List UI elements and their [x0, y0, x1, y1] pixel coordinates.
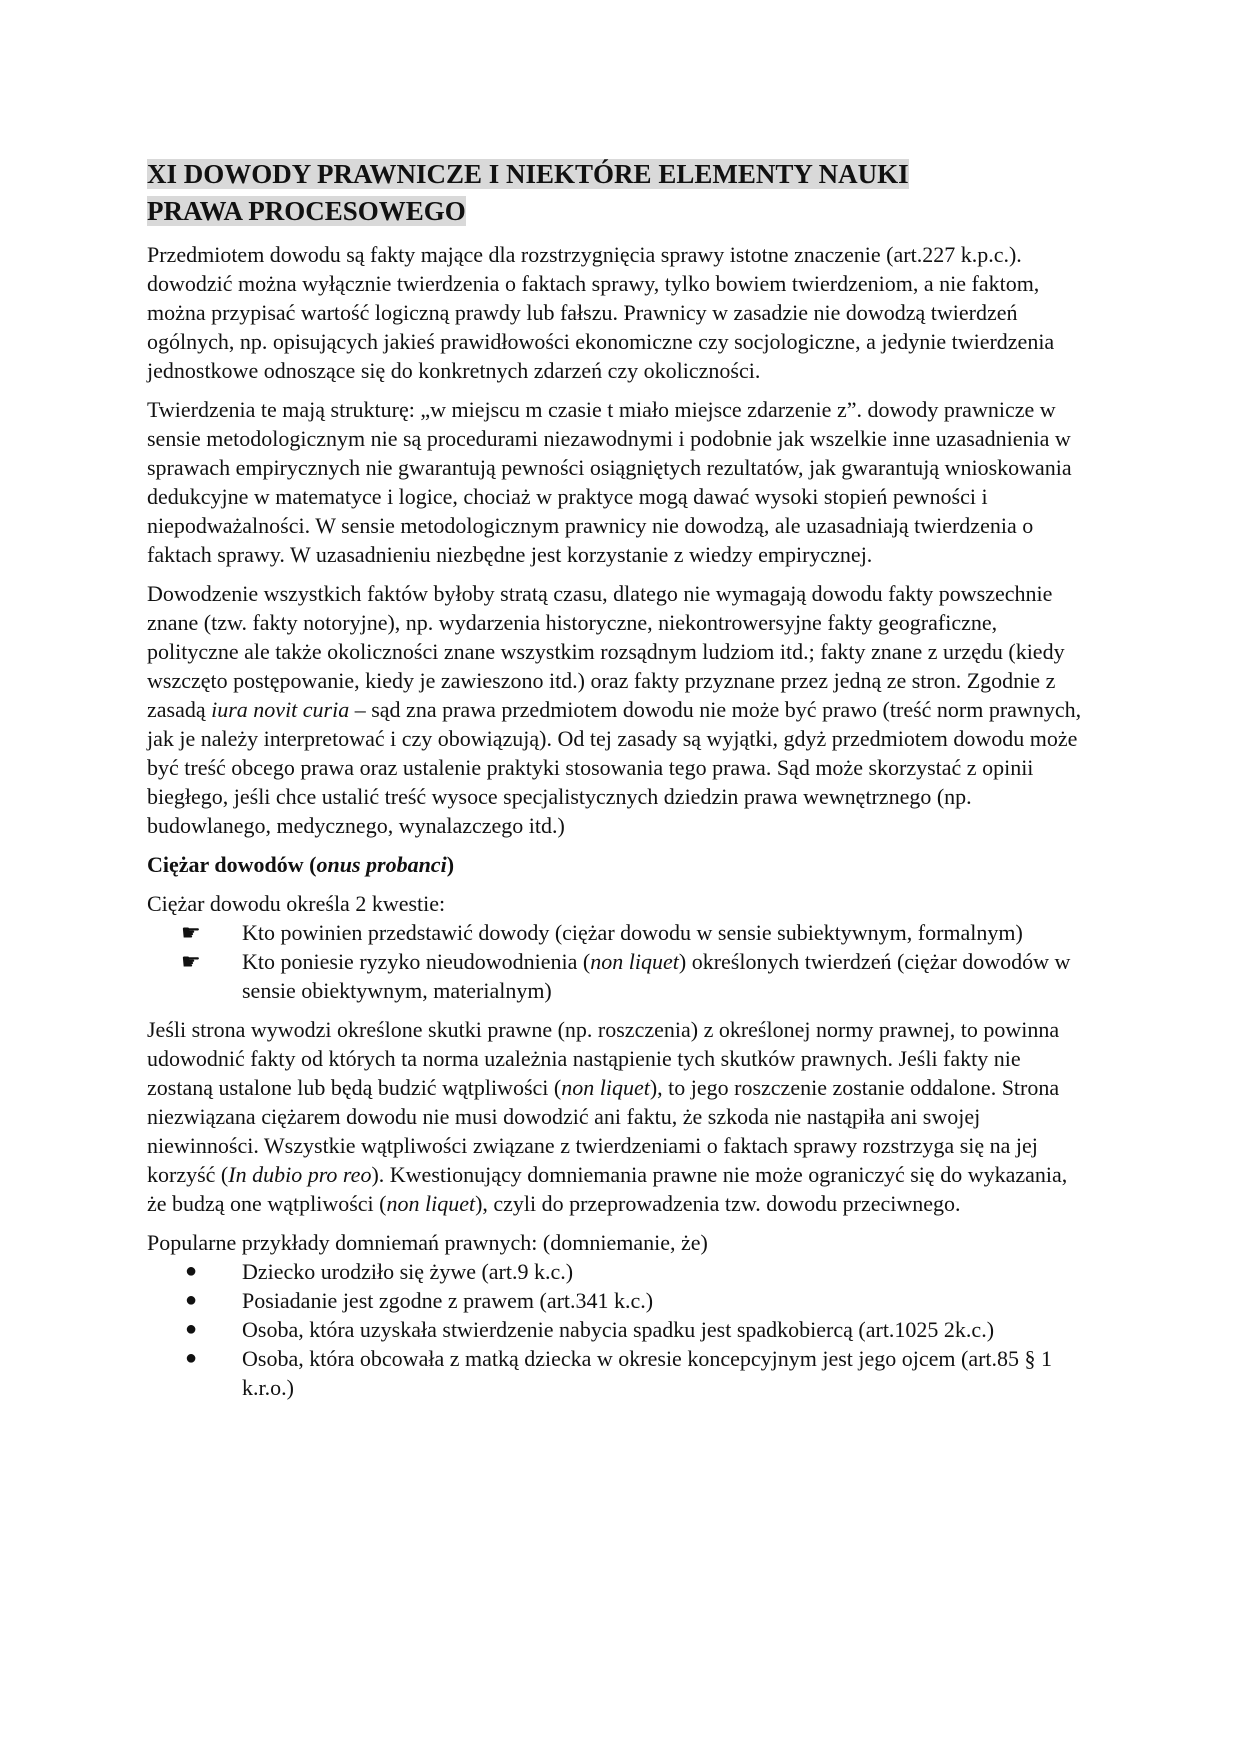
bullet-icon: ●	[185, 1289, 198, 1311]
pointing-hand-icon: ☛	[181, 920, 201, 945]
list-item: ● Dziecko urodziło się żywe (art.9 k.c.)	[185, 1259, 574, 1284]
paragraph-1: Przedmiotem dowodu są fakty mające dla rozstrzygnięcia sprawy istotne znaczenie (art.227 k.p.c.). dowodzić można wyłącznie twierdzenia o faktach sprawy, tylko bowiem twierdzeniom, a nie faktom, można przypisać wartość logiczną prawdy lub fałszu. Prawnicy w zasadzie nie dowodzą twierdzeń ogólnych, np. opisujących jakieś prawidłowości ekonomiczne czy socjologiczne, a jedynie twierdzenia jednostkowe odnoszące się do konkretnych zdarzeń czy okoliczności.	[147, 242, 1055, 383]
burden-list	[147, 918, 1087, 1005]
paragraph-4: Jeśli strona wywodzi określone skutki prawne (np. roszczenia) z określonej normy prawnej, to powinna udowodnić fakty od których ta norma uzależnia nastąpienie tych skutków prawnych. Jeśli fakty nie zostaną ustalone lub będą budzić wątpliwości (non liquet), to jego roszczenie zostanie oddalone. Strona niezwiązana ciężarem dowodu nie musi dowodzić ani faktu, że szkoda nie nastąpiła ani swojej niewinności. Wszystkie wątpliwości związane z twierdzeniami o faktach sprawy rozstrzyga się na jej korzyść (In dubio pro reo). Kwestionujący domniemania prawne nie może ograniczyć się do wykazania, że budzą one wątpliwości (non liquet), czyli do przeprowadzenia tzw. dowodu przeciwnego.	[147, 1017, 1068, 1216]
bullet-icon: ●	[185, 1347, 198, 1369]
paragraph-3	[147, 579, 1087, 840]
list-item: ● Osoba, która obcowała z matką dziecka w okresie koncepcyjnym jest jego ojcem (art.85 § 1 k.r.o.)	[185, 1346, 1053, 1400]
subheading-latin: onus probanci	[316, 852, 447, 877]
list-item: ● Posiadanie jest zgodne z prawem (art.341 k.c.)	[185, 1288, 654, 1313]
pointing-hand-icon: ☛	[181, 949, 201, 974]
list-item: ☛ Kto poniesie ryzyko nieudowodnienia (non liquet) określonych twierdzeń (ciężar dowodów w sensie obiektywnym, materialnym)	[181, 949, 1071, 1003]
examples-intro: Popularne przykłady domniemań prawnych: (domniemanie, że)	[147, 1230, 708, 1255]
bullet-icon: ●	[185, 1318, 198, 1340]
list-item: ● Osoba, która uzyskała stwierdzenie nabycia spadku jest spadkobiercą (art.1025 2k.c.)	[185, 1317, 995, 1342]
list-item: ☛ Kto powinien przedstawić dowody (ciężar dowodu w sensie subiektywnym, formalnym)	[181, 920, 1023, 945]
paragraph-3-text-a: Dowodzenie wszystkich faktów byłoby stratą czasu, dlatego nie wymagają dowodu fakty powszechnie znane (tzw. fakty notoryjne), np. wydarzenia historyczne, niekontrowersyjne fakty geograficzne, polityczne ale także okoliczności znane wszystkim rozsądnym ludziom itd.; fakty znane z urzędu (kiedy wszczęto postępowanie, kiedy je zawieszono itd.) oraz fakty przyznane przez jedną ze stron. Zgodnie z zasadą	[147, 581, 1065, 722]
title-line-1: XI DOWODY PRAWNICZE I NIEKTÓRE ELEMENTY NAUKI	[147, 159, 909, 189]
document-title	[147, 156, 1087, 230]
examples-list	[147, 1257, 1087, 1402]
document-page	[147, 156, 1087, 1412]
paragraph-3-text-b: – sąd zna prawa przedmiotem dowodu nie może być prawo (treść norm prawnych, jak je należy interpretować i czy obowiązują). Od tej zasady są wyjątki, gdyż przedmiotem dowodu może być treść obcego prawa oraz ustalenie praktyki stosowania tego prawa. Sąd może skorzystać z opinii biegłego, jeśli chce ustalić treść wysoce specjalistycznych dziedzin prawa wewnętrznego (np. budowlanego, medycznego, wynalazczego itd.)	[147, 697, 1082, 838]
section-subheading: Ciężar dowodów (onus probanci)	[147, 852, 455, 877]
burden-intro: Ciężar dowodu określa 2 kwestie:	[147, 891, 446, 916]
title-line-2: PRAWA PROCESOWEGO	[147, 196, 466, 226]
latin-phrase: iura novit curia	[211, 697, 350, 722]
bullet-icon: ●	[185, 1260, 198, 1282]
paragraph-2: Twierdzenia te mają strukturę: „w miejscu m czasie t miało miejsce zdarzenie z”. dowody prawnicze w sensie metodologicznym nie są procedurami niezawodnymi i podobnie jak wszelkie inne uzasadnienia w sprawach empirycznych nie gwarantują pewności osiągniętych rezultatów, jak gwarantują wnioskowania dedukcyjne w matematyce i logice, chociaż w praktyce mogą dawać wysoki stopień pewności i niepodważalności. W sensie metodologicznym prawnicy nie dowodzą, ale uzasadniają twierdzenia o faktach sprawy. W uzasadnieniu niezbędne jest korzystanie z wiedzy empirycznej.	[147, 397, 1072, 567]
